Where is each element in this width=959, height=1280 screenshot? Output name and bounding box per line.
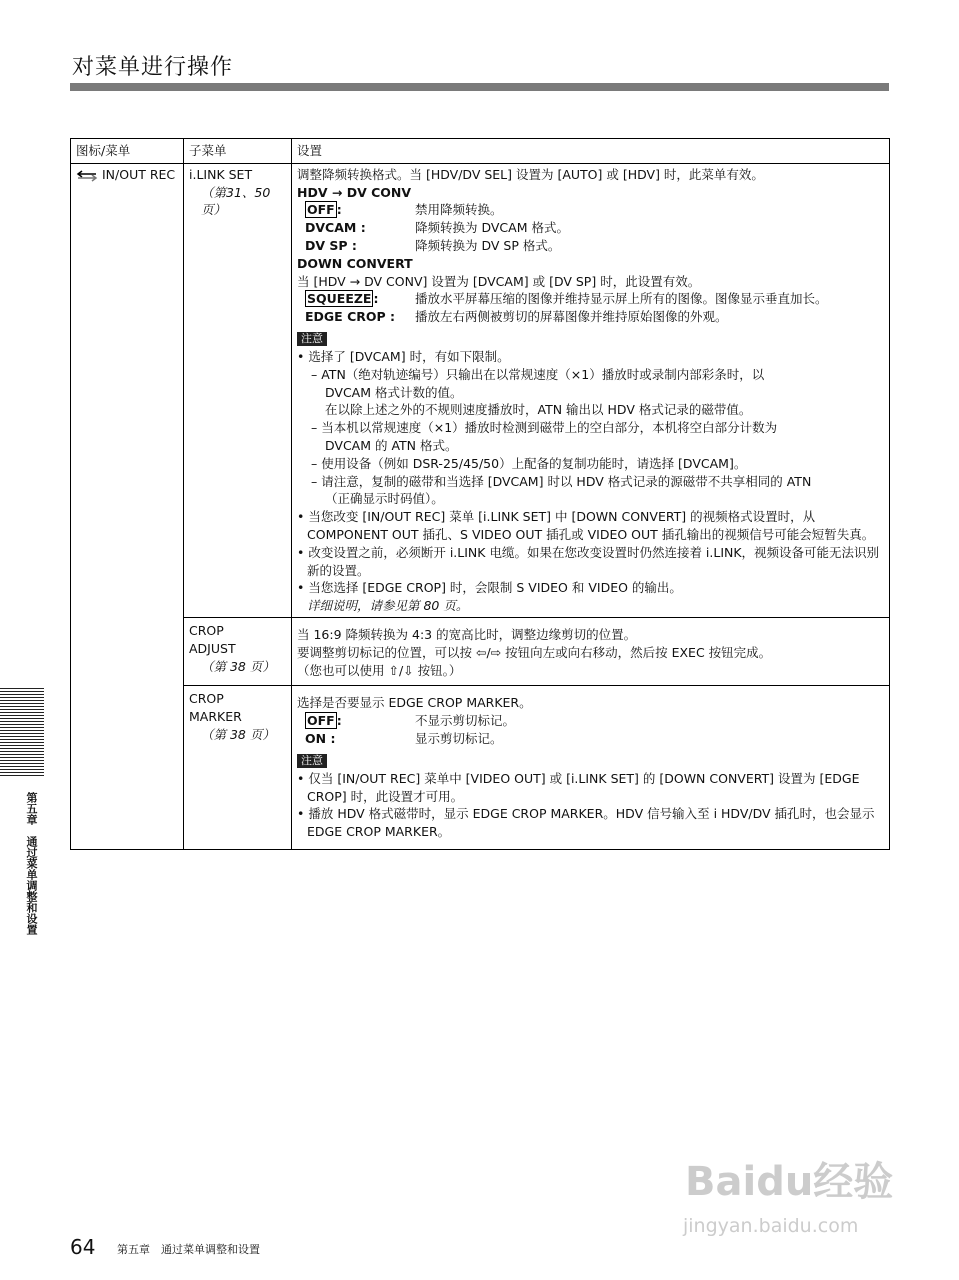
option-row: OFF : 禁用降频转换。 xyxy=(307,202,503,218)
note-subitem: – 请注意，复制的磁带和当选择 [DVCAM] 时以 HDV 格式记录的源磁带不共享相同的 ATN xyxy=(311,473,812,489)
header-icon-menu: 图标/菜单 xyxy=(71,139,184,164)
table-header-row xyxy=(71,139,890,164)
menu-name: IN/OUT REC xyxy=(101,166,176,182)
page-ref: （第 38 页） xyxy=(201,726,275,742)
option-row xyxy=(297,308,884,326)
submenu-cell xyxy=(184,686,292,850)
note-label: 注意 xyxy=(297,332,327,346)
option-row xyxy=(297,237,884,255)
note-subitem: – 使用设备（例如 DSR-25/45/50）上配备的复制功能时，请选择 [DVCAM]。 xyxy=(311,455,747,471)
submenu-name: CROP ADJUST xyxy=(189,622,236,656)
option-desc: 播放左右两侧被剪切的屏幕图像并维持原始图像的外观。 xyxy=(415,309,728,325)
option-key: OFF xyxy=(307,713,335,729)
setting-text: （您也可以使用 ⇧/⇩ 按钮。） xyxy=(297,662,462,678)
option-key: ON : xyxy=(305,730,336,746)
page-number: 64 xyxy=(70,1235,96,1259)
option-key: OFF xyxy=(307,202,335,218)
menu-table xyxy=(70,138,890,850)
note-subitem-cont: DVCAM 的 ATN 格式。 xyxy=(325,437,458,453)
option-row xyxy=(297,219,884,237)
setting-text: 调整降频转换格式。当 [HDV/DV SEL] 设置为 [AUTO] 或 [HDV] 时，此菜单有效。 xyxy=(297,166,764,182)
note-subitem-cont: （正确显示时码值）。 xyxy=(325,491,444,507)
note-bullet: • 仅当 [IN/OUT REC] 菜单中 [VIDEO OUT] 或 [i.LINK SET] 的 [DOWN CONVERT] 设置为 [EDGE CROP] 时，此设置才可用。 xyxy=(297,770,860,804)
setting-text: 当 [HDV → DV CONV] 设置为 [DVCAM] 或 [DV SP] 时，此设置有效。 xyxy=(297,273,701,289)
setting-cell xyxy=(292,163,890,617)
option-desc: 播放水平屏幕压缩的图像并维持显示屏上所有的图像。图像显示垂直加长。 xyxy=(415,291,828,307)
table-row xyxy=(71,617,890,685)
header-submenu: 子菜单 xyxy=(184,139,292,164)
footer-chapter: 第五章 通过菜单调整和设置 xyxy=(117,1243,260,1256)
page-ref: （第 38 页） xyxy=(201,658,275,674)
setting-heading: DOWN CONVERT xyxy=(297,255,413,271)
option-key: DV SP : xyxy=(305,237,357,253)
setting-text: 当 16:9 降频转换为 4:3 的宽高比时，调整边缘剪切的位置。 xyxy=(297,626,637,642)
menu-cell xyxy=(71,163,184,849)
option-desc: 降频转换为 DV SP 格式。 xyxy=(415,237,561,253)
setting-cell xyxy=(292,686,890,850)
submenu-cell xyxy=(184,163,292,617)
note-bullet: • 当您选择 [EDGE CROP] 时，会限制 S VIDEO 和 VIDEO 的输出。 xyxy=(297,580,682,596)
note-subitem-cont: DVCAM 格式计数的值。 xyxy=(325,384,463,400)
setting-text: 选择是否要显示 EDGE CROP MARKER。 xyxy=(297,695,532,711)
watermark-logo: Baidu经验 xyxy=(685,1159,894,1205)
setting-cell xyxy=(292,617,890,685)
table-row xyxy=(71,686,890,850)
page-reference: 详细说明，请参见第 80 页。 xyxy=(307,598,469,614)
header-setting: 设置 xyxy=(292,139,890,164)
submenu-cell xyxy=(184,617,292,685)
option-key: EDGE CROP : xyxy=(305,309,396,325)
title-bar xyxy=(70,83,889,91)
setting-heading: HDV → DV CONV xyxy=(297,184,412,200)
note-bullet: • 选择了 [DVCAM] 时，有如下限制。 xyxy=(297,348,510,364)
side-chapter-label: 第五章 通过菜单调整和设置 xyxy=(25,792,38,935)
table-row xyxy=(71,163,890,617)
note-bullet: • 当您改变 [IN/OUT REC] 菜单 [i.LINK SET] 中 [DOWN CONVERT] 的视频格式设置时，从 COMPONENT OUT 插孔、S VIDEO OUT 插孔或 VIDEO OUT 插孔输出的视频信号可能会短暂失真。 xyxy=(297,509,875,542)
option-key: SQUEEZE xyxy=(307,291,372,307)
watermark-url: jingyan.baidu.com xyxy=(683,1215,859,1237)
in-out-arrows-icon xyxy=(76,169,98,181)
option-desc: 显示剪切标记。 xyxy=(415,730,503,746)
note-subitem-cont: 在以除上述之外的不规则速度播放时，ATN 输出以 HDV 格式记录的磁带值。 xyxy=(325,402,752,418)
option-desc: 不显示剪切标记。 xyxy=(415,713,516,729)
note-subitem: – 当本机以常规速度（×1）播放时检测到磁带上的空白部分，本机将空白部分计数为 xyxy=(311,420,778,436)
option-desc: 降频转换为 DVCAM 格式。 xyxy=(415,220,569,236)
note-subitem: – ATN（绝对轨迹编号）只输出在以常规速度（×1）播放时或录制内部彩条时，以 xyxy=(311,366,765,382)
submenu-name: CROP MARKER xyxy=(189,691,242,725)
option-row: OFF : 不显示剪切标记。 xyxy=(307,713,516,729)
note-bullet: • 改变设置之前，必须断开 i.LINK 电缆。如果在您改变设置时仍然连接着 i.LINK，视频设备可能无法识别新的设置。 xyxy=(297,544,880,578)
option-key: DVCAM : xyxy=(305,220,366,236)
option-row xyxy=(297,730,884,748)
setting-text: 要调整剪切标记的位置，可以按 ⇦/⇨ 按钮向左或向右移动，然后按 EXEC 按钮完成。 xyxy=(297,644,772,660)
option-row: SQUEEZE : 播放水平屏幕压缩的图像并维持显示屏上所有的图像。图像显示垂直加长。 xyxy=(307,291,828,307)
page-title: 对菜单进行操作 xyxy=(72,55,234,80)
chapter-tab-marker xyxy=(0,688,44,778)
page-ref: （第31、50页） xyxy=(201,184,271,218)
option-desc: 禁用降频转换。 xyxy=(415,202,503,218)
note-bullet: • 播放 HDV 格式磁带时，显示 EDGE CROP MARKER。HDV 信号输入至 i HDV/DV 插孔时，也会显示 EDGE CROP MARKER。 xyxy=(297,806,875,840)
submenu-name: i.LINK SET xyxy=(189,166,253,182)
note-label: 注意 xyxy=(297,754,327,768)
